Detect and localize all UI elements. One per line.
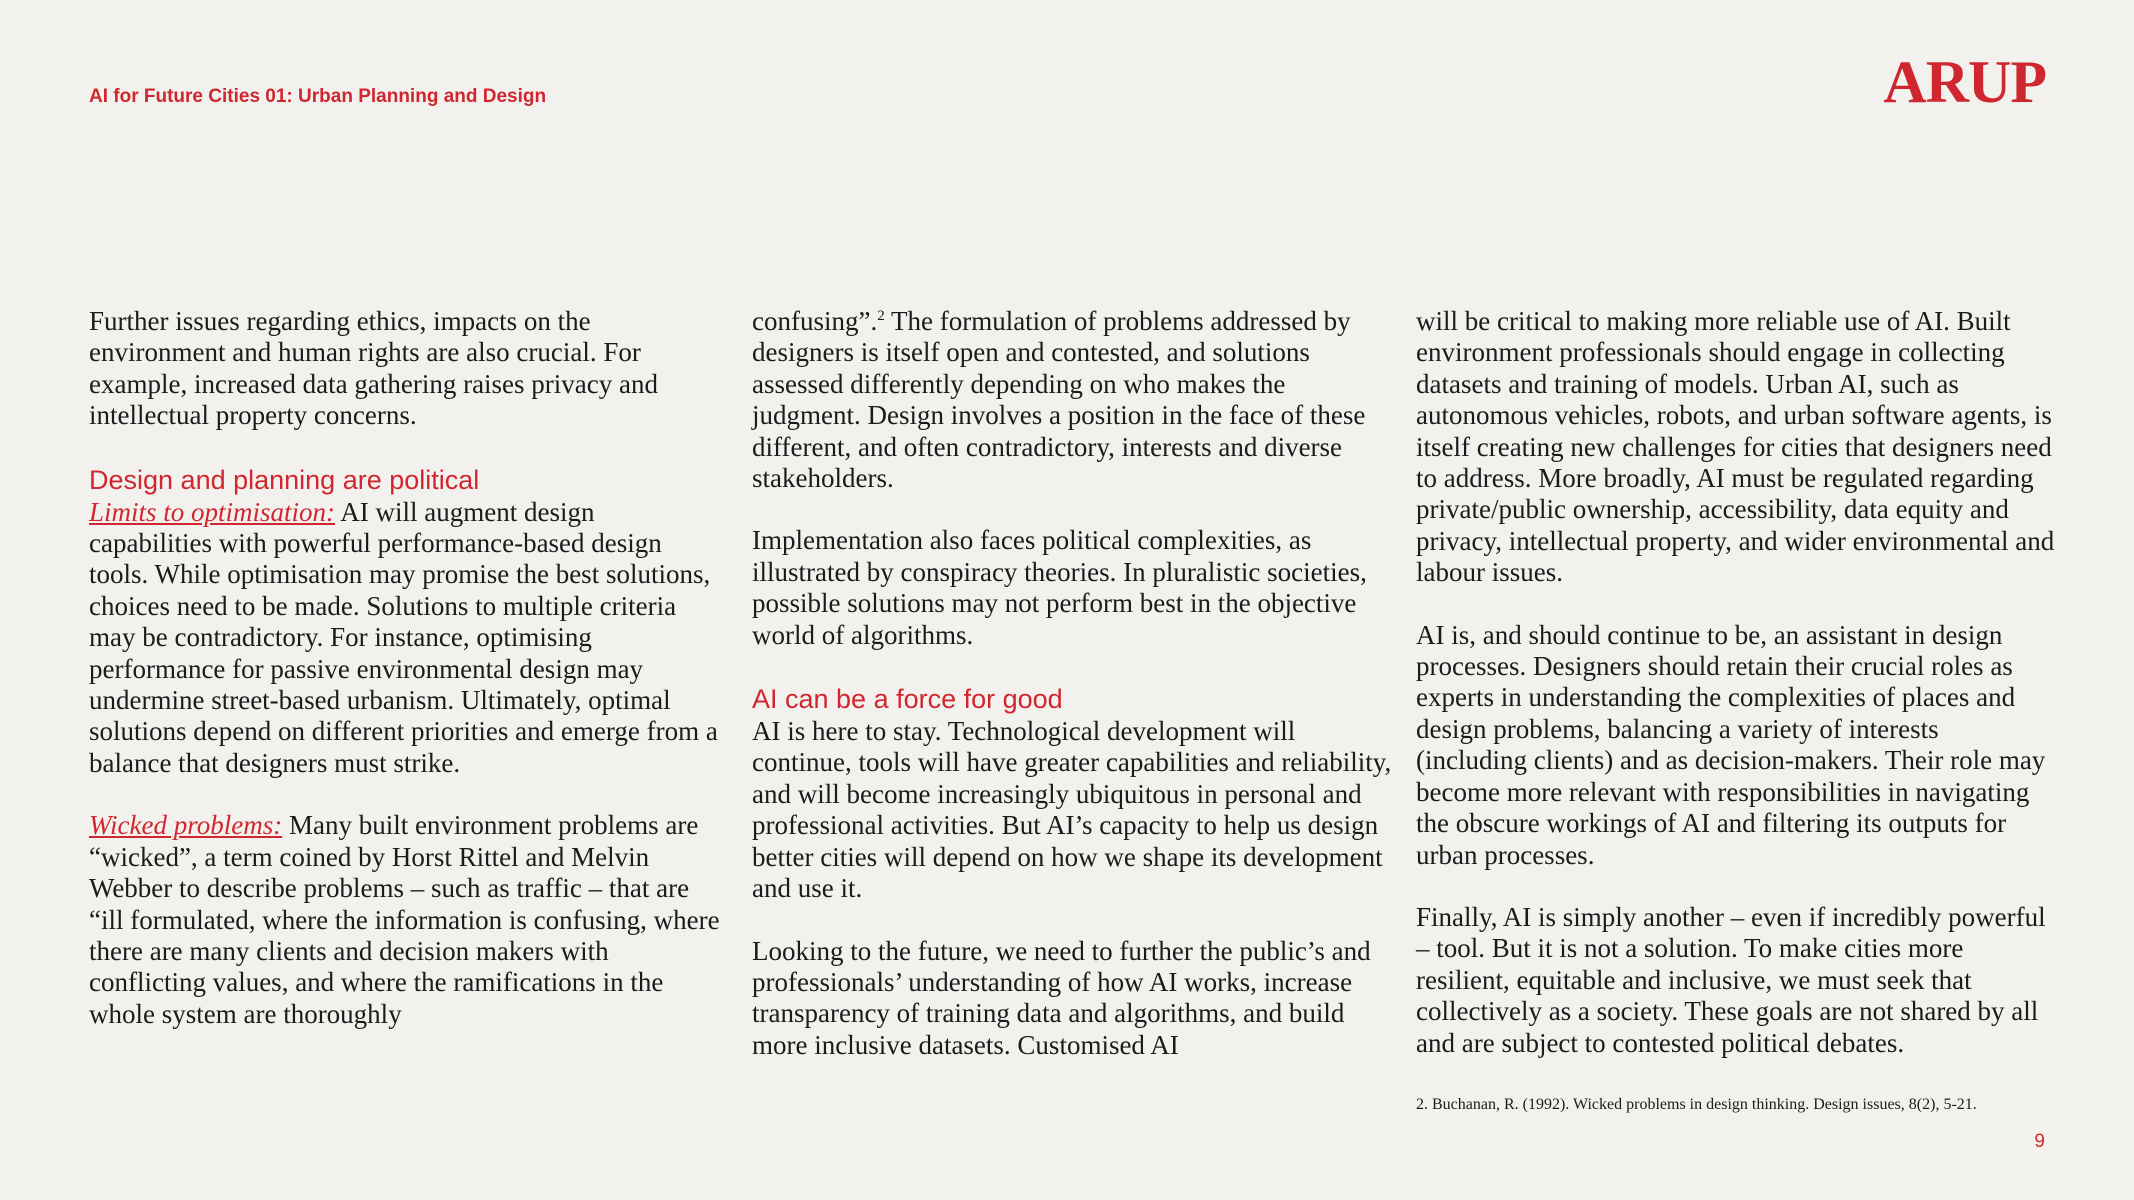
paragraph: will be critical to making more reliable use of AI. Built environment professionals should engage in collecting datasets and training of models. Urban AI, such as autonomous vehicles, robots, and urban software agents, is itself creating new challenges for cities that designers need to address. More broadly, AI must be regulated regarding private/public ownership, accessibility, data equity and privacy, intellectual property, and wider environmental and labour issues. <box>1416 306 2055 588</box>
paragraph: AI is here to stay. Technological development will continue, tools will have greater capabilities and reliability, and will become increasingly ubiquitous in personal and professional activities. But AI’s capacity to help us design better cities will depend on how we shape its development and use it. <box>752 716 1392 904</box>
keyword-limits-to-optimisation: Limits to optimisation: <box>89 496 336 527</box>
footnote: 2. Buchanan, R. (1992). Wicked problems in design thinking. Design issues, 8(2), 5-21. <box>1416 1096 1977 1113</box>
paragraph-text: AI will augment design capabilities with powerful performance-based design tools. While optimisation may promise the best solutions, choices need to be made. Solutions to multiple criteria may be contradictory. For instance, optimising performance for passive environmental design may undermine street-based urbanism. Ultimately, optimal solutions depend on different priorities and emerge from a balance that designers must strike. <box>89 496 718 778</box>
page-number: 9 <box>2034 1131 2045 1152</box>
paragraph: Finally, AI is simply another – even if incredibly powerful – tool. But it is not a solution. To make cities more resilient, equitable and inclusive, we must seek that collectively as a society. These goals are not shared by all and are subject to contested political debates. <box>1416 901 2046 1058</box>
keyword-wicked-problems: Wicked problems: <box>89 810 283 841</box>
column-3 <box>1416 306 2056 1090</box>
footnote-reference[interactable]: 2 <box>877 308 885 324</box>
section-heading-force-for-good: AI can be a force for good <box>752 684 1063 715</box>
paragraph-wicked <box>89 810 721 1030</box>
paragraph-text: confusing”. <box>752 306 878 336</box>
column-2 <box>752 306 1392 1092</box>
document-title: AI for Future Cities 01: Urban Planning and Design <box>89 86 547 107</box>
paragraph-limits <box>89 497 721 780</box>
paragraph: Looking to the future, we need to further the public’s and professionals’ understanding of how AI works, increase transparency of training data and algorithms, and build more inclusive datasets. Customised AI <box>752 935 1371 1060</box>
paragraph-text: The formulation of problems addressed by designers is itself open and contested, and solutions assessed differently depending on who makes the judgment. Design involves a position in the face of these different, and often contradictory, interests and diverse stakeholders. <box>752 306 1366 494</box>
arup-logo: ARUP <box>1883 49 2046 115</box>
section-heading-political: Design and planning are political <box>89 464 480 495</box>
paragraph: AI is, and should continue to be, an assistant in design processes. Designers should retain their crucial roles as experts in understanding the complexities of places and design problems, balancing a variety of interests (including clients) and as decision-makers. Their role may become more relevant with responsibilities in navigating the obscure workings of AI and filtering its outputs for urban processes. <box>1416 619 2046 870</box>
column-1 <box>89 306 721 1061</box>
paragraph: Implementation also faces political complexities, as illustrated by conspiracy theories. In pluralistic societies, possible solutions may not perform best in the objective world of algorithms. <box>752 525 1367 650</box>
paragraph <box>752 306 1392 494</box>
paragraph: Further issues regarding ethics, impacts on the environment and human rights are also crucial. For example, increased data gathering raises privacy and intellectual property concerns. <box>89 306 658 431</box>
paragraph-text: Many built environment problems are “wicked”, a term coined by Horst Rittel and Melvin Webber to describe problems – such as traffic – that are “ill formulated, where the information is confusing, where there are many clients and decision makers with conflicting values, and where the ramifications in the whole system are thoroughly <box>89 810 720 1029</box>
